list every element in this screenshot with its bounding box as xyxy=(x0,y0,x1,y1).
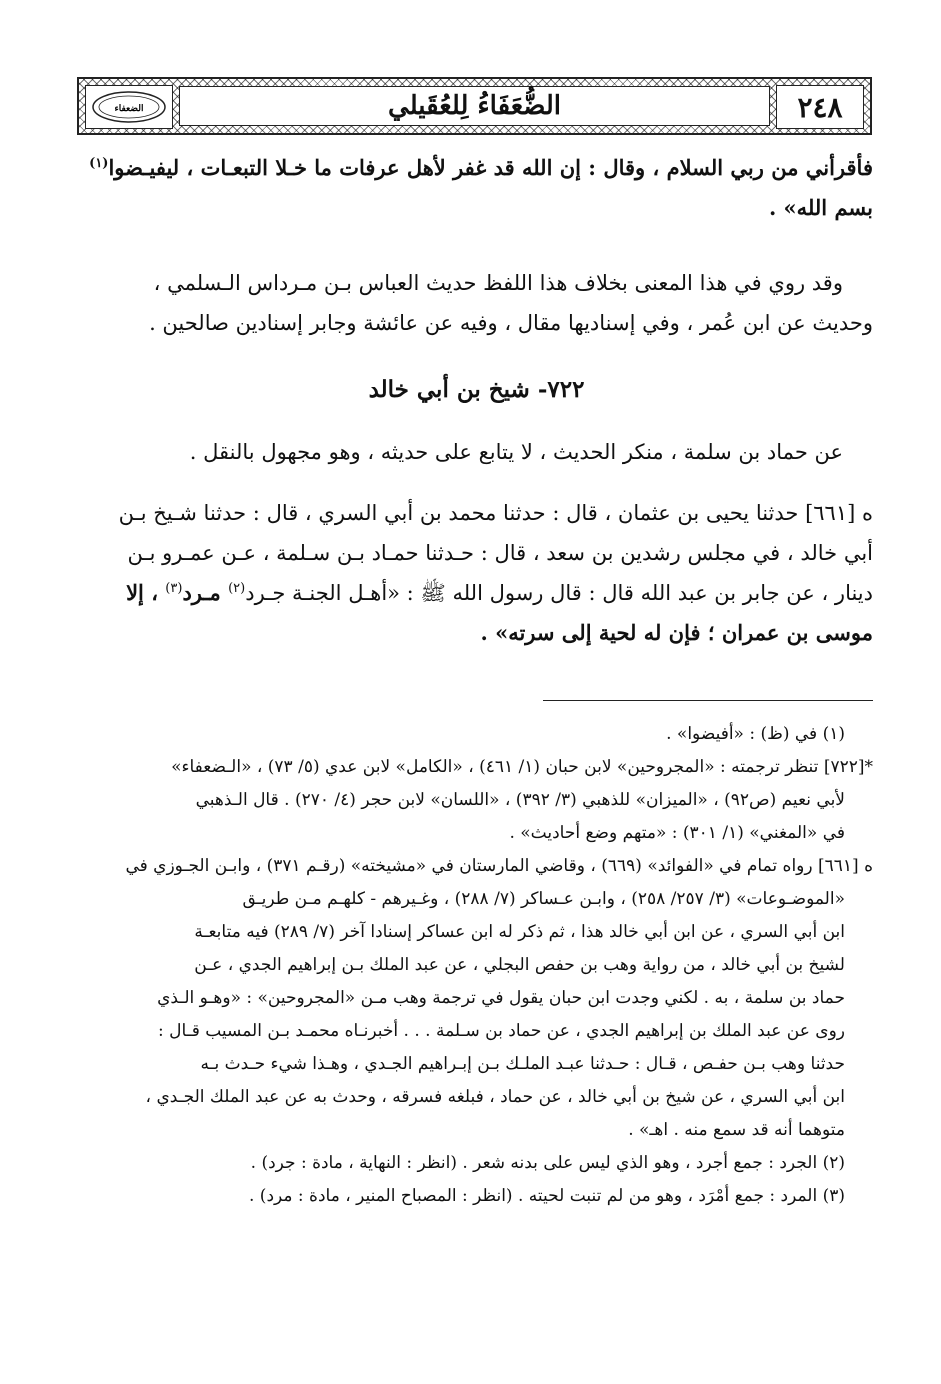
intro-continuation xyxy=(80,148,873,228)
page-number: ٢٤٨ xyxy=(797,90,843,124)
footnote-722-line-1: *[٧٢٢] تنظر ترجمته : «المجروحين» لابن حبان (١/ ٤٦١) ، «الكامل» لابن عدي (٥/ ٧٣) ، «الـضعفاء» xyxy=(171,757,873,777)
svg-text:الضعفاء: الضعفاء xyxy=(114,104,144,114)
book-emblem-icon xyxy=(85,85,173,129)
footnote-661-line-6: روى عن عبد الملك بن إبراهيم الجدي ، عن حماد بن سـلمة . . . أخبرنـاه محمـد بـن المسيب قـال : xyxy=(158,1021,845,1041)
intro-line-1: فأقرأني من ربي السلام ، وقال : إن الله قد غفر لأهل عرفات ما خـلا التبعـات ، ليفيـضوا$^{(١)}$ xyxy=(89,155,873,180)
footnote-2: (٢) الجرد : جمع أجرد ، وهو الذي ليس على بدنه شعر . (انظر : النهاية ، مادة : جرد) . xyxy=(250,1153,845,1173)
footnote-661-line-7: حدثنا وهب بـن حفـص ، قـال : حـدثنا عبـد الملـك بـن إبـراهيم الجـدي ، وهـذا شيء حـدث بـه xyxy=(200,1054,845,1074)
header-title-panel xyxy=(179,86,770,126)
entry-description-block xyxy=(80,432,873,472)
footnote-ref-2: (٢) xyxy=(228,581,246,596)
paragraph-narrations xyxy=(80,263,873,343)
page-number-box xyxy=(776,85,864,129)
entry-title: ٧٢٢- شيخ بن أبي خالد xyxy=(368,376,585,403)
footnote-1: (١) في (ظ) : «أفيضوا» . xyxy=(666,724,845,744)
hadith-line-3: دينار ، عن جابر بن عبد الله قال : قال رسول الله ﷺ : «أهـل الجنـة جـرد$^{(٢)}$ مـرد$^{(٣)}$ ، إلا xyxy=(126,580,873,605)
footnote-661-line-4: لشيخ بن أبي خالد ، من رواية وهب بن حفص البجلي ، عن عبد الملك بـن إبراهيم الجدي ، عـن xyxy=(194,955,845,975)
hadith-block xyxy=(80,493,873,653)
footnotes xyxy=(80,718,873,1213)
footnote-661-line-1: ه [٦٦١] رواه تمام في «الفوائد» (٦٦٩) ، وقاضي المارستان في «مشيخته» (رقـم ٣٧١) ، وابـن الجـوزي في xyxy=(125,856,873,876)
paragraph-line-2: وحديث عن ابن عُمر ، وفي إسناديها مقال ، وفيه عن عائشة وجابر إسنادين صالحين . xyxy=(149,311,873,335)
paragraph-line-1: وقد روي في هذا المعنى بخلاف هذا اللفظ حديث العباس بـن مـرداس الـسلمي ، xyxy=(153,271,843,295)
footnote-661-line-5: حماد بن سلمة ، به . لكني وجدت ابن حبان يقول في ترجمة وهب مـن «المجروحين» : «وهـو الـذي xyxy=(157,988,845,1008)
footnote-separator xyxy=(543,700,873,701)
book-title: الضُّعَفَاءُ لِلعُقَيلي xyxy=(388,91,561,121)
footnote-ref-3: (٣) xyxy=(165,581,183,596)
footnote-661-line-9: متوهما أنه قد سمع منه . اهـ» . xyxy=(628,1120,845,1140)
page-header xyxy=(77,77,872,135)
footnote-661-line-3: ابن أبي السري ، عن ابن أبي خالد هذا ، ثم ذكر له ابن عساكر إسنادا آخر (٧/ ٢٨٩) فيه متابعـة xyxy=(194,922,845,942)
footnote-3: (٣) المرد : جمع أمْرَد ، وهو من لم تنبت لحيته . (انظر : المصباح المنير ، مادة : مرد) . xyxy=(249,1186,845,1206)
intro-line-2: بسم الله» . xyxy=(768,195,873,220)
footnote-722-line-3: في «المغني» (١/ ٣٠١) : «متهم وضع أحاديث» . xyxy=(509,823,845,843)
entry-description: عن حماد بن سلمة ، منكر الحديث ، لا يتابع على حديثه ، وهو مجهول بالنقل . xyxy=(189,440,843,464)
hadith-line-4: موسى بن عمران ؛ فإن له لحية إلى سرته» . xyxy=(480,620,873,645)
footnote-722-line-2: لأبي نعيم (ص٩٢) ، «الميزان» للذهبي (٣/ ٣٩٢) ، «اللسان» لابن حجر (٤/ ٢٧٠) . قال الـذهبي xyxy=(195,790,845,810)
hadith-line-2: أبي خالد ، في مجلس رشدين بن سعد ، قال : حـدثنا حمـاد بـن سـلمة ، عـن عمـرو بـن xyxy=(127,541,873,565)
hadith-line-1: ه [٦٦١] حدثنا يحيى بن عثمان ، قال : حدثنا محمد بن أبي السري ، قال : حدثنا شـيخ بـن xyxy=(118,501,873,525)
footnote-661-line-8: ابن أبي السري ، عن شيخ بن أبي خالد ، عن حماد ، فبلغه فسرقه ، وحدث به عن عبد الملك الجـدي ، xyxy=(145,1087,845,1107)
footnote-661-line-2: «الموضـوعات» (٣/ ٢٥٧/ ٢٥٨) ، وابـن عـساكر (٧/ ٢٨٨) ، وغـيرهم - كلهـم مـن طريـق xyxy=(242,889,845,909)
footnote-ref-1: (١) xyxy=(89,156,109,171)
